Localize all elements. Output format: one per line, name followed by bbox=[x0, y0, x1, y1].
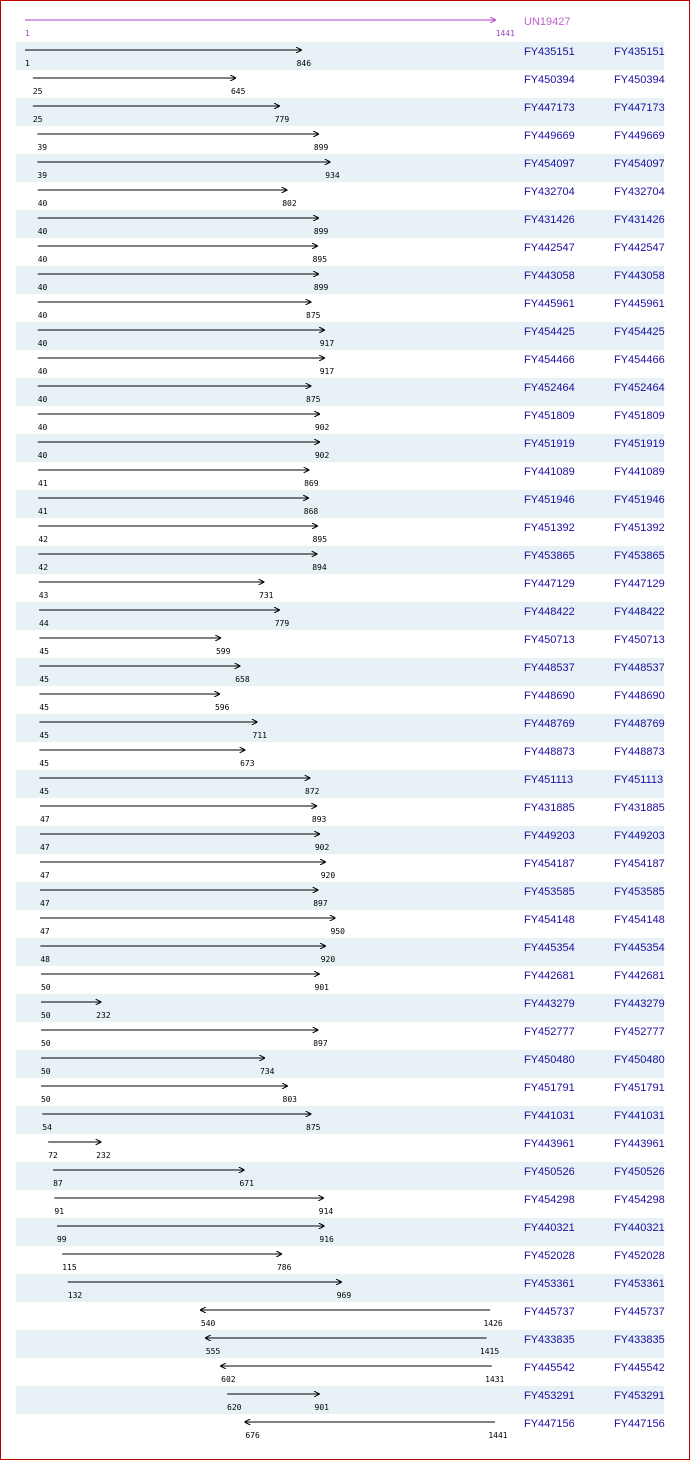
hit-end-label: 1415 bbox=[479, 1347, 500, 1356]
hit-end-label: 846 bbox=[296, 59, 312, 68]
hit-accession-link[interactable]: FY453865 bbox=[524, 550, 575, 562]
hit-start-label: 87 bbox=[53, 1179, 63, 1188]
hit-accession-link-2[interactable]: FY440321 bbox=[614, 1222, 665, 1234]
hit-start-label: 45 bbox=[39, 787, 50, 796]
hit-accession-link-2[interactable]: FY441031 bbox=[614, 1110, 665, 1122]
hit-end-label: 899 bbox=[313, 227, 329, 236]
hit-accession-link-2[interactable]: FY447156 bbox=[614, 1418, 665, 1430]
hit-end-label: 779 bbox=[274, 115, 290, 124]
hit-accession-link-2[interactable]: FY448422 bbox=[614, 606, 665, 618]
hit-accession-link[interactable]: FY454425 bbox=[524, 326, 575, 338]
hit-accession-link[interactable]: FY451919 bbox=[524, 438, 575, 450]
hit-end-label: 969 bbox=[336, 1291, 352, 1300]
hit-accession-link-2[interactable]: FY451791 bbox=[614, 1082, 665, 1094]
hit-accession-link-2[interactable]: FY445737 bbox=[614, 1306, 665, 1318]
hit-accession-link[interactable]: FY431885 bbox=[524, 802, 575, 814]
hit-accession-link[interactable]: FY454187 bbox=[524, 858, 575, 870]
hit-end-label: 734 bbox=[260, 1067, 275, 1076]
hit-start-label: 40 bbox=[37, 227, 48, 236]
hit-accession-link[interactable]: FY451791 bbox=[524, 1082, 575, 1094]
hit-accession-link[interactable]: FY452464 bbox=[524, 382, 575, 394]
hit-accession-link[interactable]: FY454097 bbox=[524, 158, 575, 170]
hit-start-label: 1 bbox=[25, 59, 30, 68]
hit-accession-link-2[interactable]: FY450713 bbox=[614, 634, 665, 646]
hit-accession-link-2[interactable]: FY449669 bbox=[614, 130, 665, 142]
hit-accession-link[interactable]: FY452777 bbox=[524, 1026, 575, 1038]
hit-accession-link-2[interactable]: FY448769 bbox=[614, 718, 665, 730]
hit-start-label: 555 bbox=[205, 1347, 221, 1356]
hit-start-label: 40 bbox=[37, 283, 48, 292]
hit-start-label: 40 bbox=[37, 367, 48, 376]
hit-end-label: 673 bbox=[240, 759, 255, 768]
hit-accession-link[interactable]: FY443058 bbox=[524, 270, 575, 282]
hit-accession-link-2[interactable]: FY447129 bbox=[614, 578, 665, 590]
hit-start-label: 91 bbox=[54, 1207, 65, 1216]
hit-end-label: 899 bbox=[313, 283, 329, 292]
hit-accession-link[interactable]: FY431426 bbox=[524, 214, 575, 226]
hit-start-label: 40 bbox=[37, 423, 48, 432]
hit-end-label: 875 bbox=[306, 311, 321, 320]
hit-start-label: 132 bbox=[67, 1291, 83, 1300]
hit-accession-link-2[interactable]: FY454298 bbox=[614, 1194, 665, 1206]
hit-end-label: 875 bbox=[306, 1123, 321, 1132]
hit-end-label: 895 bbox=[312, 535, 328, 544]
hit-accession-link-2[interactable]: FY445961 bbox=[614, 298, 665, 310]
hit-accession-link-2[interactable]: FY450480 bbox=[614, 1054, 665, 1066]
hit-start-label: 25 bbox=[32, 115, 43, 124]
hit-accession-link[interactable]: FY452028 bbox=[524, 1250, 575, 1262]
hit-accession-link-2[interactable]: FY441089 bbox=[614, 466, 665, 478]
hit-end-label: 934 bbox=[325, 171, 340, 180]
hit-end-label: 802 bbox=[282, 199, 297, 208]
hit-accession-link-2[interactable]: FY451919 bbox=[614, 438, 665, 450]
hit-accession-link[interactable]: FY443961 bbox=[524, 1138, 575, 1150]
hit-end-label: 596 bbox=[214, 703, 230, 712]
hit-end-label: 914 bbox=[318, 1207, 334, 1216]
hit-end-label: 731 bbox=[259, 591, 274, 600]
hit-end-label: 902 bbox=[314, 843, 330, 852]
hit-accession-link[interactable]: FY451809 bbox=[524, 410, 575, 422]
hit-end-label: 868 bbox=[303, 507, 319, 516]
hit-accession-link[interactable]: FY442681 bbox=[524, 970, 575, 982]
hit-start-label: 45 bbox=[39, 675, 50, 684]
hit-end-label: 893 bbox=[311, 815, 327, 824]
hit-start-label: 47 bbox=[40, 871, 50, 880]
hit-end-label: 786 bbox=[276, 1263, 292, 1272]
hit-end-label: 895 bbox=[312, 255, 328, 264]
hit-end-label: 1426 bbox=[483, 1319, 503, 1328]
hit-start-label: 620 bbox=[227, 1403, 242, 1412]
hit-accession-link-2[interactable]: FY433835 bbox=[614, 1334, 665, 1346]
hit-accession-link[interactable]: FY441089 bbox=[524, 466, 575, 478]
hit-accession-link[interactable]: FY448422 bbox=[524, 606, 575, 618]
hit-end-label: 897 bbox=[313, 899, 328, 908]
hit-start-label: 602 bbox=[221, 1375, 236, 1384]
hit-accession-link-2[interactable]: FY452028 bbox=[614, 1250, 665, 1262]
hit-end-label: 869 bbox=[304, 479, 319, 488]
hit-start-label: 72 bbox=[48, 1151, 58, 1160]
query-end-label: 1441 bbox=[495, 29, 515, 38]
hit-accession-link[interactable]: FY450526 bbox=[524, 1166, 575, 1178]
hit-accession-link[interactable]: FY448537 bbox=[524, 662, 575, 674]
hit-accession-link[interactable]: FY453291 bbox=[524, 1390, 575, 1402]
hit-accession-link-2[interactable]: FY445354 bbox=[614, 942, 665, 954]
hit-start-label: 99 bbox=[56, 1235, 67, 1244]
hit-accession-link-2[interactable]: FY449203 bbox=[614, 830, 665, 842]
hit-accession-link-2[interactable]: FY447173 bbox=[614, 102, 665, 114]
hit-start-label: 48 bbox=[40, 955, 50, 964]
hit-accession-link-2[interactable]: FY454425 bbox=[614, 326, 665, 338]
hit-accession-link-2[interactable]: FY454148 bbox=[614, 914, 665, 926]
hit-start-label: 41 bbox=[38, 479, 48, 488]
hit-end-label: 920 bbox=[320, 871, 336, 880]
hit-accession-link[interactable]: FY441031 bbox=[524, 1110, 575, 1122]
hit-start-label: 40 bbox=[37, 451, 48, 460]
hit-accession-link-2[interactable]: FY451809 bbox=[614, 410, 665, 422]
hit-end-label: 645 bbox=[230, 87, 246, 96]
hit-end-label: 872 bbox=[305, 787, 320, 796]
query-name: UN19427 bbox=[524, 16, 571, 28]
hit-start-label: 47 bbox=[40, 899, 50, 908]
hit-accession-link[interactable]: FY445961 bbox=[524, 298, 575, 310]
hit-end-label: 916 bbox=[319, 1235, 334, 1244]
hit-start-label: 50 bbox=[40, 1095, 51, 1104]
hit-accession-link[interactable]: FY450713 bbox=[524, 634, 575, 646]
hit-accession-link-2[interactable]: FY435151 bbox=[614, 46, 665, 58]
hit-accession-link-2[interactable]: FY445542 bbox=[614, 1362, 665, 1374]
hit-end-label: 875 bbox=[306, 395, 321, 404]
hit-accession-link[interactable]: FY442547 bbox=[524, 242, 575, 254]
hit-start-label: 40 bbox=[37, 255, 48, 264]
hit-end-label: 897 bbox=[313, 1039, 328, 1048]
hit-start-label: 45 bbox=[39, 731, 50, 740]
hit-start-label: 39 bbox=[37, 143, 48, 152]
hit-accession-link-2[interactable]: FY454097 bbox=[614, 158, 665, 170]
hit-start-label: 45 bbox=[39, 703, 50, 712]
hit-accession-link[interactable]: FY448690 bbox=[524, 690, 575, 702]
hit-accession-link-2[interactable]: FY452464 bbox=[614, 382, 665, 394]
hit-end-label: 1441 bbox=[488, 1431, 508, 1440]
hit-accession-link-2[interactable]: FY442681 bbox=[614, 970, 665, 982]
hit-accession-link-2[interactable]: FY448690 bbox=[614, 690, 665, 702]
hit-end-label: 902 bbox=[314, 451, 330, 460]
hit-accession-link-2[interactable]: FY452777 bbox=[614, 1026, 665, 1038]
hit-accession-link[interactable]: FY445542 bbox=[524, 1362, 575, 1374]
hit-start-label: 40 bbox=[37, 339, 48, 348]
hit-end-label: 232 bbox=[96, 1151, 111, 1160]
hit-accession-link-2[interactable]: FY431885 bbox=[614, 802, 665, 814]
hit-accession-link[interactable]: FY449203 bbox=[524, 830, 575, 842]
hit-accession-link-2[interactable]: FY443961 bbox=[614, 1138, 665, 1150]
hit-start-label: 50 bbox=[40, 983, 51, 992]
hit-start-label: 45 bbox=[39, 759, 50, 768]
hit-accession-link[interactable]: FY445737 bbox=[524, 1306, 575, 1318]
hit-accession-link-2[interactable]: FY453361 bbox=[614, 1278, 665, 1290]
hit-accession-link[interactable]: FY433835 bbox=[524, 1334, 575, 1346]
hit-end-label: 232 bbox=[96, 1011, 111, 1020]
hit-accession-link-2[interactable]: FY451113 bbox=[614, 774, 664, 786]
hit-accession-link[interactable]: FY447129 bbox=[524, 578, 575, 590]
hit-accession-link-2[interactable]: FY448537 bbox=[614, 662, 665, 674]
hit-accession-link-2[interactable]: FY451946 bbox=[614, 494, 665, 506]
query-start-label: 1 bbox=[25, 29, 30, 38]
hit-accession-link[interactable]: FY449669 bbox=[524, 130, 575, 142]
hit-accession-link[interactable]: FY454466 bbox=[524, 354, 575, 366]
hit-accession-link[interactable]: FY443279 bbox=[524, 998, 575, 1010]
hit-start-label: 45 bbox=[39, 647, 50, 656]
hit-start-label: 540 bbox=[200, 1319, 216, 1328]
hit-start-label: 47 bbox=[40, 815, 50, 824]
hit-accession-link-2[interactable]: FY453291 bbox=[614, 1390, 665, 1402]
hit-accession-link-2[interactable]: FY454466 bbox=[614, 354, 665, 366]
hit-accession-link[interactable]: FY447156 bbox=[524, 1418, 575, 1430]
hit-end-label: 902 bbox=[314, 423, 330, 432]
hit-start-label: 54 bbox=[42, 1123, 52, 1132]
hit-accession-link[interactable]: FY450480 bbox=[524, 1054, 575, 1066]
hit-accession-link[interactable]: FY435151 bbox=[524, 46, 575, 58]
hit-start-label: 50 bbox=[40, 1011, 51, 1020]
hit-start-label: 40 bbox=[37, 199, 48, 208]
hit-end-label: 803 bbox=[282, 1095, 297, 1104]
hit-end-label: 950 bbox=[330, 927, 345, 936]
hit-end-label: 779 bbox=[274, 619, 290, 628]
hit-start-label: 41 bbox=[38, 507, 48, 516]
hit-end-label: 917 bbox=[319, 367, 335, 376]
hit-end-label: 901 bbox=[314, 1403, 329, 1412]
hit-accession-link-2[interactable]: FY443058 bbox=[614, 270, 665, 282]
hit-start-label: 47 bbox=[40, 927, 50, 936]
hit-start-label: 42 bbox=[38, 563, 49, 572]
hit-accession-link-2[interactable]: FY448873 bbox=[614, 746, 665, 758]
hit-accession-link[interactable]: FY454298 bbox=[524, 1194, 575, 1206]
hit-start-label: 40 bbox=[37, 395, 48, 404]
hit-accession-link[interactable]: FY451946 bbox=[524, 494, 575, 506]
hit-end-label: 599 bbox=[215, 647, 231, 656]
hit-accession-link[interactable]: FY454148 bbox=[524, 914, 575, 926]
hit-end-label: 894 bbox=[312, 563, 327, 572]
hit-accession-link-2[interactable]: FY454187 bbox=[614, 858, 665, 870]
hit-accession-link-2[interactable]: FY442547 bbox=[614, 242, 665, 254]
hit-start-label: 44 bbox=[39, 619, 49, 628]
hit-start-label: 47 bbox=[40, 843, 50, 852]
hit-start-label: 42 bbox=[38, 535, 49, 544]
hit-end-label: 920 bbox=[320, 955, 336, 964]
hit-end-label: 658 bbox=[235, 675, 250, 684]
hit-start-label: 40 bbox=[37, 311, 48, 320]
hit-accession-link[interactable]: FY448769 bbox=[524, 718, 575, 730]
hit-accession-link-2[interactable]: FY432704 bbox=[614, 186, 665, 198]
hit-start-label: 50 bbox=[40, 1067, 51, 1076]
hit-start-label: 50 bbox=[40, 1039, 51, 1048]
hit-accession-link[interactable]: FY445354 bbox=[524, 942, 575, 954]
hit-accession-link[interactable]: FY453361 bbox=[524, 1278, 575, 1290]
hit-start-label: 39 bbox=[37, 171, 48, 180]
hit-accession-link[interactable]: FY447173 bbox=[524, 102, 575, 114]
hit-accession-link[interactable]: FY450394 bbox=[524, 74, 575, 86]
hit-start-label: 25 bbox=[32, 87, 43, 96]
hit-accession-link-2[interactable]: FY450394 bbox=[614, 74, 665, 86]
hit-end-label: 901 bbox=[314, 983, 329, 992]
hit-accession-link-2[interactable]: FY450526 bbox=[614, 1166, 665, 1178]
hit-end-label: 671 bbox=[239, 1179, 254, 1188]
hit-end-label: 711 bbox=[252, 731, 267, 740]
hit-end-label: 1431 bbox=[485, 1375, 505, 1384]
hit-accession-link-2[interactable]: FY451392 bbox=[614, 522, 665, 534]
hit-accession-link-2[interactable]: FY453585 bbox=[614, 886, 665, 898]
hit-accession-link[interactable]: FY453585 bbox=[524, 886, 575, 898]
hit-accession-link[interactable]: FY432704 bbox=[524, 186, 575, 198]
hit-start-label: 115 bbox=[62, 1263, 77, 1272]
hit-end-label: 899 bbox=[313, 143, 329, 152]
hit-accession-link[interactable]: FY440321 bbox=[524, 1222, 575, 1234]
hit-end-label: 917 bbox=[319, 339, 335, 348]
hit-accession-link-2[interactable]: FY443279 bbox=[614, 998, 665, 1010]
hit-accession-link-2[interactable]: FY453865 bbox=[614, 550, 665, 562]
hit-accession-link[interactable]: FY451113 bbox=[524, 774, 574, 786]
hit-start-label: 676 bbox=[245, 1431, 260, 1440]
hit-accession-link-2[interactable]: FY431426 bbox=[614, 214, 665, 226]
hit-accession-link[interactable]: FY448873 bbox=[524, 746, 575, 758]
hit-start-label: 43 bbox=[38, 591, 49, 600]
hit-accession-link[interactable]: FY451392 bbox=[524, 522, 575, 534]
